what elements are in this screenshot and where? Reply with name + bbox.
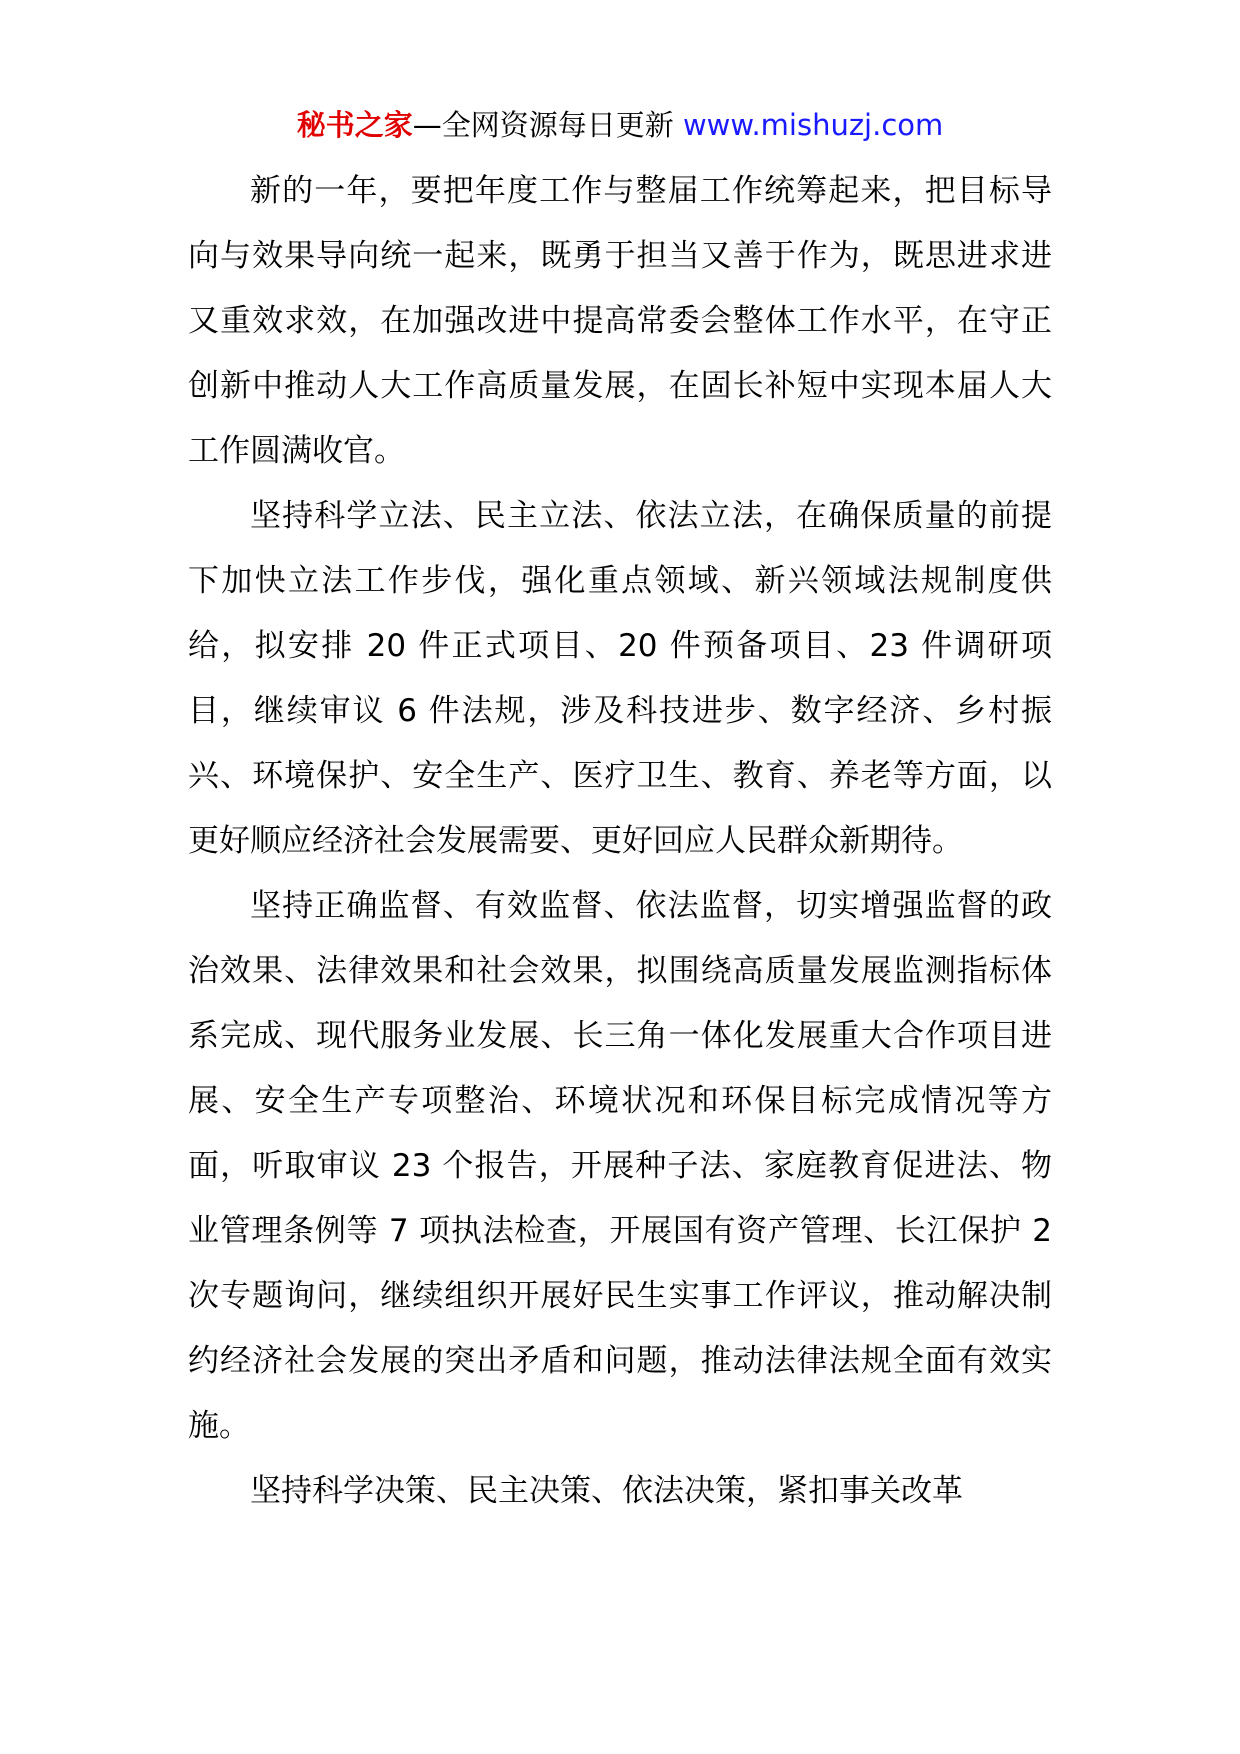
page-header	[0, 98, 1240, 152]
paragraph: 坚持正确监督、有效监督、依法监督，切实增强监督的政治效果、法律效果和社会效果，拟围绕高质量发展监测指标体系完成、现代服务业发展、长三角一体化发展重大合作项目进展、安全生产专项整治、环境状况和环保目标完成情况等方面，听取审议 23 个报告，开展种子法、家庭教育促进法、物业管理条例等 7 项执法检查，开展国有资产管理、长江保护 2 次专题询问，继续组织开展好民生实事工作评议，推动解决制约经济社会发展的突出矛盾和问题，推动法律法规全面有效实施。	[188, 888, 1052, 1444]
brand-name: 秘书之家	[296, 108, 413, 142]
header-tagline: —全网资源每日更新	[412, 108, 674, 142]
paragraph: 坚持科学决策、民主决策、依法决策，紧扣事关改革	[250, 1473, 963, 1509]
paragraph: 坚持科学立法、民主立法、依法立法，在确保质量的前提下加快立法工作步伐，强化重点领域、新兴领域法规制度供给，拟安排 20 件正式项目、20 件预备项目、23 件调研项目，继续审议 6 件法规，涉及科技进步、数字经济、乡村振兴、环境保护、安全生产、医疗卫生、教育、养老等方面，以更好顺应经济社会发展需要、更好回应人民群众新期待。	[188, 498, 1052, 859]
document-body	[188, 159, 1052, 1524]
site-url-link[interactable]: www.mishuzj.com	[682, 108, 944, 142]
paragraph: 新的一年，要把年度工作与整届工作统筹起来，把目标导向与效果导向统一起来，既勇于担当又善于作为，既思进求进又重效求效，在加强改进中提高常委会整体工作水平，在守正创新中推动人大工作高质量发展，在固长补短中实现本届人大工作圆满收官。	[188, 173, 1052, 469]
